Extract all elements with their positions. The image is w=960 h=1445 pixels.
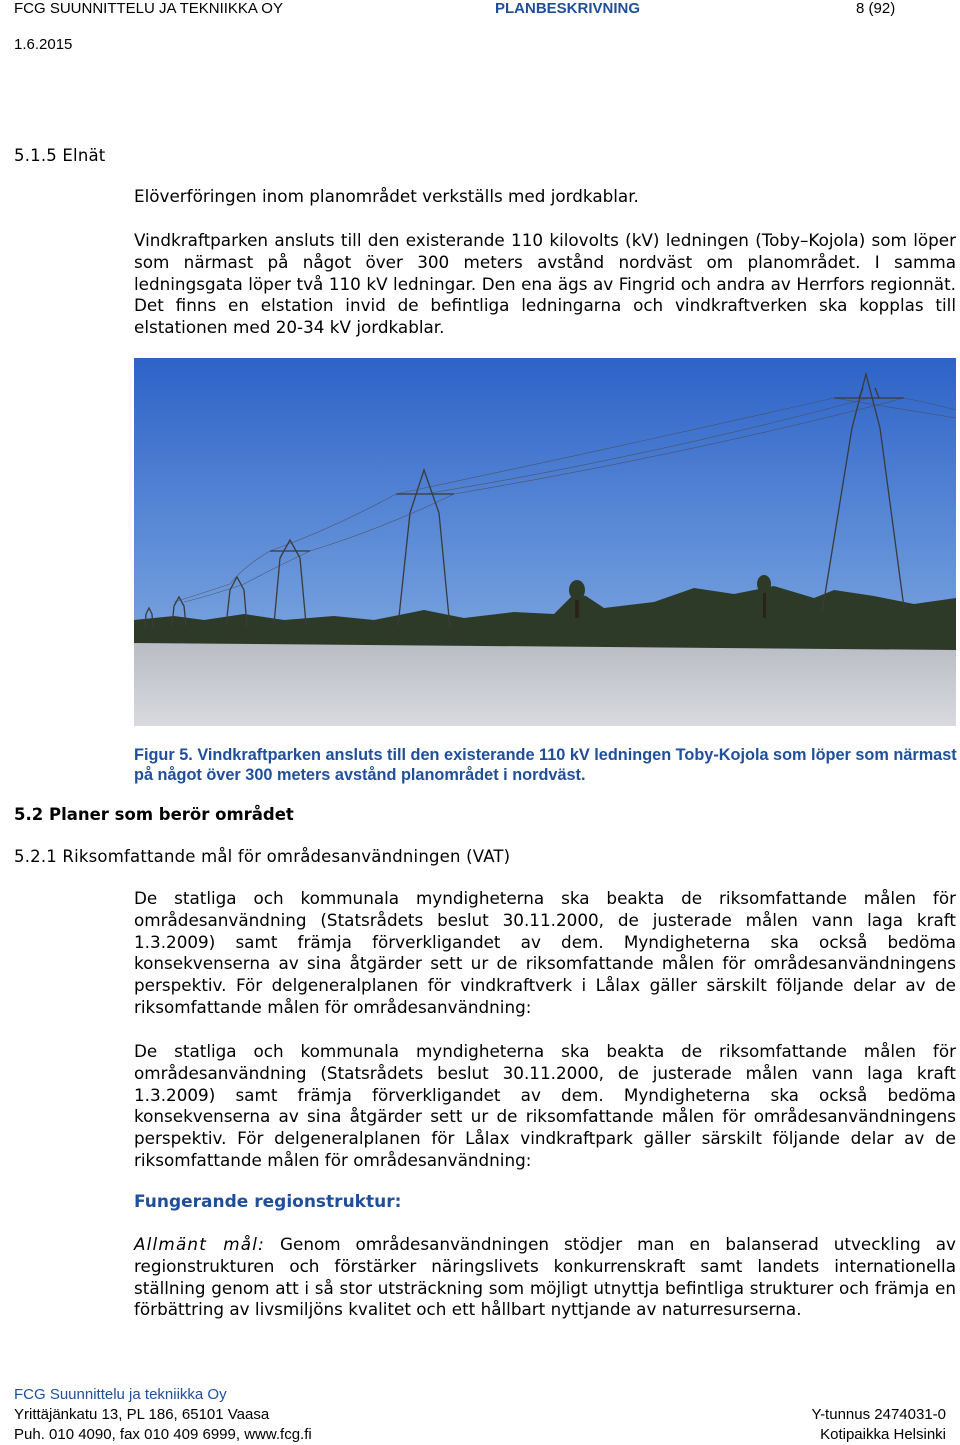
footer-domicile: Kotipaikka Helsinki	[820, 1426, 946, 1443]
figure-caption: Figur 5. Vindkraftparken ansluts till den existerande 110 kV ledningen Toby-Kojola som löper som närmast på något över 300 meters avstånd planområdet i nordväst.	[134, 746, 957, 784]
paragraph-general-goal	[134, 1234, 956, 1321]
paragraph-text: De statliga och kommunala myndigheterna ska beakta de riksomfattande målen för områdesanvändning (Statsrådets beslut 30.11.2000, de justerade målen vann laga kraft 1.3.2009) samt främja förverkligandet av dem. Myndigheterna ska också bedöma konsekvenserna av sina åtgärder sett ur de riksomfattande målen för områdesanvändningens perspektiv. För delgeneralplanen för Lålax vindkraftpark gäller särskilt följande delar av de riksomfattande målen för områdesanvändning:	[134, 1041, 956, 1170]
footer-divider	[14, 1376, 946, 1377]
region-structure-heading: Fungerande regionstruktur:	[134, 1192, 402, 1212]
goal-label: Allmänt mål:	[134, 1234, 265, 1254]
paragraph-text: De statliga och kommunala myndigheterna ska beakta de riksomfattande målen för områdesanvändning (Statsrådets beslut 30.11.2000, de justerade målen vann laga kraft 1.3.2009) samt främja förverkligandet av dem. Myndigheterna ska också bedöma konsekvenserna av sina åtgärder sett ur de riksomfattande målen för områdesanvändningens perspektiv. För delgeneralplanen för vindkraftverk i Lålax gäller särskilt följande delar av de riksomfattande målen för områdesanvändning:	[134, 888, 956, 1017]
header-company: FCG SUUNNITTELU JA TEKNIIKKA OY	[14, 0, 283, 17]
footer-ytunnus: Y-tunnus 2474031-0	[811, 1406, 946, 1423]
paragraph-text: Vindkraftparken ansluts till den existerande 110 kilovolts (kV) ledningen (Toby–Kojola) som löper som närmast på något över 300 meters avstånd nordväst om planområdet. I samma ledningsgata löper två 110 kV ledningar. Den ena ägs av Fingrid och andra av Herrfors regionnät. Det finns en elstation invid de befintliga ledningarna och vindkraftverken ska kopplas till elstationen med 20-34 kV jordkablar.	[134, 230, 956, 338]
header-date: 1.6.2015	[14, 36, 73, 53]
goal-text: Genom områdesanvändningen stödjer man en balanserad utveckling av regionstrukturen och förstärker näringslivets konkurrenskraft samt landets internationella ställning genom att i så stor utsträckning som möjligt utnyttja befintliga strukturer och främja en förbättring av livsmiljöns kvalitet och ett hållbart nyttjande av naturresurserna.	[134, 1234, 956, 1320]
landscape-image	[134, 358, 956, 726]
paragraph-vat-2	[134, 1041, 956, 1172]
footer-right	[811, 1405, 946, 1445]
header-doc-type: PLANBESKRIVNING	[495, 0, 641, 17]
footer-contact: Puh. 010 4090, fax 010 409 6999, www.fcg.fi	[14, 1426, 312, 1443]
header-page-number: 8 (92)	[856, 0, 896, 17]
footer-company: FCG Suunnittelu ja tekniikka Oy	[14, 1386, 227, 1403]
footer-address: Yrittäjänkatu 13, PL 186, 65101 Vaasa	[14, 1406, 270, 1423]
paragraph-text: Elöverföringen inom planområdet verkställs med jordkablar.	[134, 186, 639, 206]
subsection-heading-vat: 5.2.1 Riksomfattande mål för områdesanvändningen (VAT)	[14, 847, 511, 866]
paragraph-elnat-intro	[134, 186, 956, 208]
paragraph-vat-1	[134, 888, 956, 1019]
section-heading-elnat: 5.1.5 Elnät	[14, 146, 106, 165]
power-line-photo	[134, 358, 956, 726]
section-heading-plans: 5.2 Planer som berör området	[14, 805, 294, 824]
paragraph-elnat-connection	[134, 230, 956, 339]
footer-left	[14, 1385, 312, 1445]
